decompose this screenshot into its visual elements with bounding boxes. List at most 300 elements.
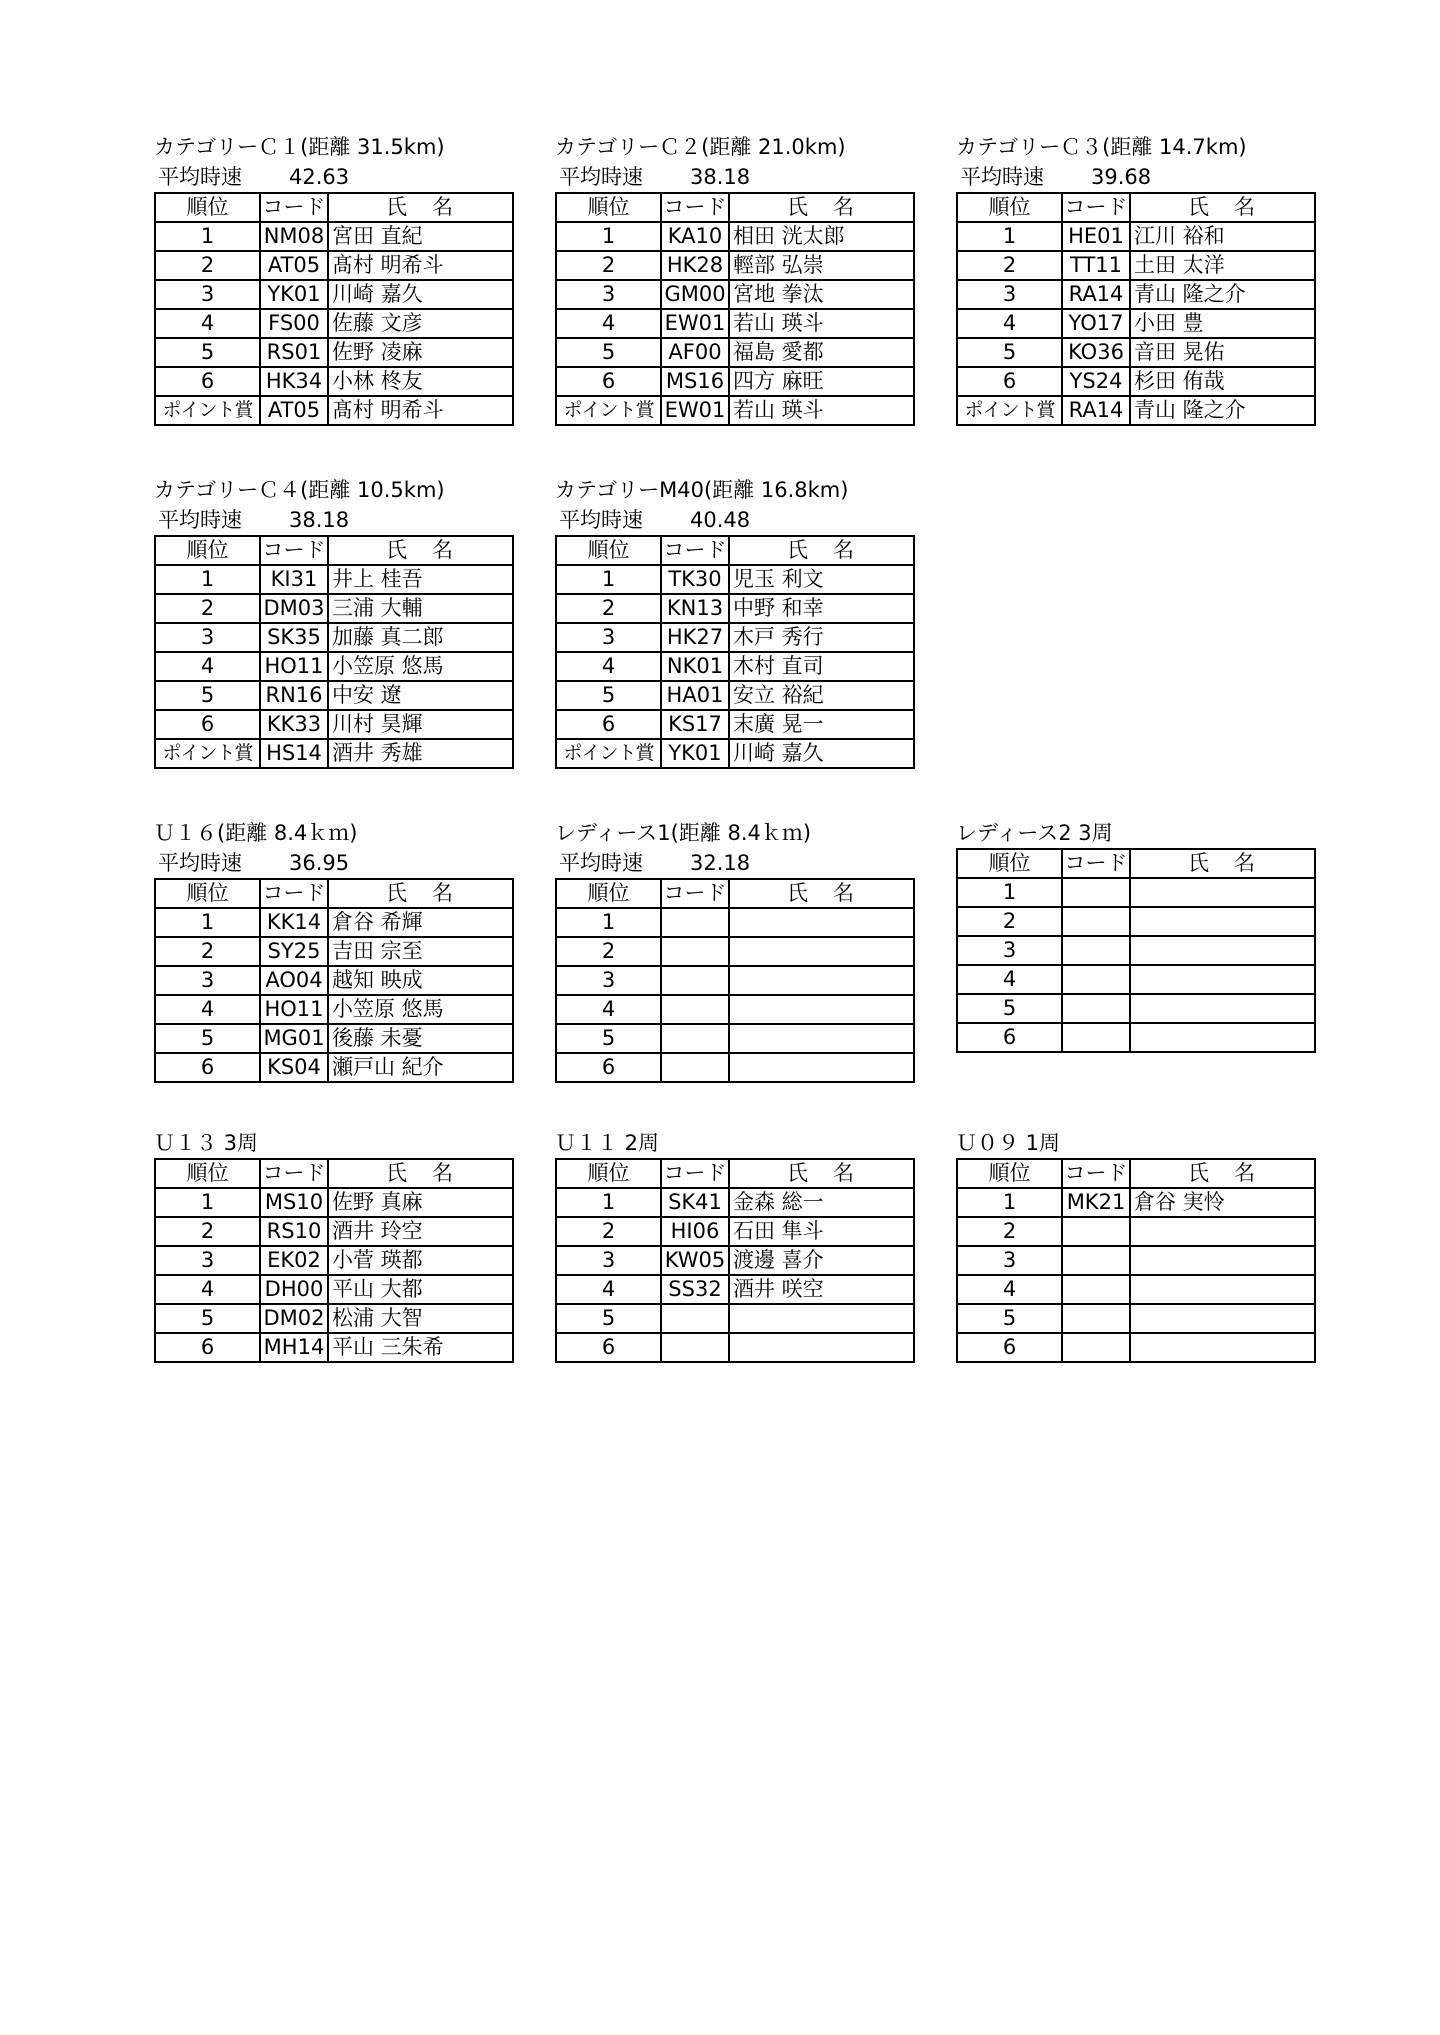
rank-header: 順位	[556, 536, 661, 565]
code-cell: GM00	[661, 280, 729, 309]
rank-cell: 4	[155, 1275, 260, 1304]
rank-cell: 3	[556, 1246, 661, 1275]
rank-cell: 4	[155, 995, 260, 1024]
table-row	[155, 908, 513, 937]
table-row	[556, 652, 914, 681]
name-cell: 末廣 晃一	[729, 710, 914, 739]
name-cell	[729, 995, 914, 1024]
name-header: 氏 名	[328, 1159, 513, 1188]
code-cell: KA10	[661, 222, 729, 251]
table-row	[155, 1053, 513, 1082]
code-cell: SY25	[260, 937, 328, 966]
average-speed-value: 32.18	[690, 851, 751, 875]
rank-cell: 1	[556, 565, 661, 594]
name-cell	[1130, 1333, 1315, 1362]
name-cell	[729, 1053, 914, 1082]
code-cell	[1062, 1023, 1130, 1052]
table-row	[957, 367, 1315, 396]
code-cell: RS10	[260, 1217, 328, 1246]
category-title: カテゴリーＣ３(距離 14.7km)	[956, 135, 1247, 159]
table-header-row	[556, 193, 914, 222]
rank-cell: 2	[556, 594, 661, 623]
rank-cell: 3	[155, 1246, 260, 1275]
table-row	[556, 739, 914, 768]
code-cell: HK34	[260, 367, 328, 396]
average-speed-value: 42.63	[289, 165, 350, 189]
table-row	[957, 222, 1315, 251]
rank-header: 順位	[556, 193, 661, 222]
rank-cell: 5	[957, 994, 1062, 1023]
table-row	[155, 1333, 513, 1362]
rank-cell: 5	[155, 1024, 260, 1053]
table-row	[155, 623, 513, 652]
code-cell	[661, 995, 729, 1024]
code-cell: MS16	[661, 367, 729, 396]
table-row	[155, 739, 513, 768]
code-header: コード	[1062, 193, 1130, 222]
average-speed-value: 40.48	[690, 508, 751, 532]
rank-cell: 6	[155, 710, 260, 739]
name-cell: 杉田 侑哉	[1130, 367, 1315, 396]
rank-header: 順位	[155, 1159, 260, 1188]
table-row	[556, 710, 914, 739]
average-speed-label: 平均時速	[158, 851, 242, 875]
name-cell: 青山 隆之介	[1130, 396, 1315, 425]
table-row	[556, 937, 914, 966]
category-title: Ｕ１６(距離 8.4ｋｍ)	[154, 821, 358, 845]
name-cell: 児玉 利文	[729, 565, 914, 594]
name-cell	[729, 966, 914, 995]
table-row	[957, 1246, 1315, 1275]
table-row	[556, 396, 914, 425]
rank-cell: 2	[556, 1217, 661, 1246]
rank-cell: ポイント賞	[556, 396, 661, 425]
code-cell: HO11	[260, 652, 328, 681]
name-cell: 酒井 玲空	[328, 1217, 513, 1246]
category-block-u13	[154, 1128, 514, 1363]
rank-cell: 3	[957, 1246, 1062, 1275]
table-row	[556, 1053, 914, 1082]
table-row	[556, 995, 914, 1024]
name-cell: 土田 太洋	[1130, 251, 1315, 280]
code-cell	[661, 937, 729, 966]
name-cell	[1130, 1246, 1315, 1275]
name-cell: 瀬戸山 紀介	[328, 1053, 513, 1082]
table-header-row	[155, 536, 513, 565]
rank-cell: 4	[957, 1275, 1062, 1304]
table-row	[155, 710, 513, 739]
rank-cell: 6	[155, 1333, 260, 1362]
category-title: Ｕ０９ 1周	[956, 1131, 1061, 1155]
table-row	[155, 280, 513, 309]
name-cell: 小林 柊友	[328, 367, 513, 396]
rank-cell: 2	[155, 594, 260, 623]
name-cell: 佐野 真麻	[328, 1188, 513, 1217]
category-title: カテゴリーＣ１(距離 31.5km)	[154, 135, 445, 159]
name-cell: 四方 麻旺	[729, 367, 914, 396]
code-header: コード	[661, 879, 729, 908]
table-row	[556, 565, 914, 594]
table-row	[155, 222, 513, 251]
code-header: コード	[1062, 1159, 1130, 1188]
name-cell	[729, 937, 914, 966]
rank-cell: 2	[957, 251, 1062, 280]
table-header-row	[155, 879, 513, 908]
name-header: 氏 名	[328, 536, 513, 565]
code-header: コード	[661, 536, 729, 565]
name-cell: 松浦 大智	[328, 1304, 513, 1333]
table-row	[957, 280, 1315, 309]
code-cell: EK02	[260, 1246, 328, 1275]
rank-header: 順位	[957, 849, 1062, 878]
code-cell: KS17	[661, 710, 729, 739]
rank-header: 順位	[957, 1159, 1062, 1188]
name-cell: 音田 晃佑	[1130, 338, 1315, 367]
table-row	[155, 1188, 513, 1217]
category-title: カテゴリーＣ２(距離 21.0km)	[555, 135, 846, 159]
rank-cell: 6	[957, 1333, 1062, 1362]
table-row	[957, 338, 1315, 367]
code-cell	[1062, 907, 1130, 936]
results-table	[956, 1158, 1316, 1363]
category-block-c1	[154, 132, 514, 426]
name-cell: 川崎 嘉久	[328, 280, 513, 309]
rank-cell: 6	[957, 367, 1062, 396]
table-row	[155, 681, 513, 710]
table-header-row	[957, 1159, 1315, 1188]
name-cell	[1130, 965, 1315, 994]
name-cell: 佐藤 文彦	[328, 309, 513, 338]
table-row	[556, 966, 914, 995]
code-cell: YO17	[1062, 309, 1130, 338]
rank-cell: 1	[155, 565, 260, 594]
category-block-l1	[555, 818, 915, 1083]
average-speed-label: 平均時速	[559, 165, 643, 189]
results-table	[154, 878, 514, 1083]
rank-cell: 6	[556, 710, 661, 739]
table-header-row	[155, 1159, 513, 1188]
name-cell: 井上 桂吾	[328, 565, 513, 594]
table-row	[957, 396, 1315, 425]
table-row	[556, 1246, 914, 1275]
name-cell: 江川 裕和	[1130, 222, 1315, 251]
results-table	[154, 192, 514, 426]
name-cell	[1130, 1275, 1315, 1304]
table-header-row	[556, 879, 914, 908]
code-cell: HK27	[661, 623, 729, 652]
average-speed-value: 38.18	[690, 165, 751, 189]
name-cell: 若山 瑛斗	[729, 309, 914, 338]
code-cell: RA14	[1062, 280, 1130, 309]
category-block-c2	[555, 132, 915, 426]
rank-cell: 6	[155, 367, 260, 396]
average-speed-label: 平均時速	[559, 851, 643, 875]
code-cell: KI31	[260, 565, 328, 594]
rank-cell: 3	[556, 280, 661, 309]
rank-cell: 3	[957, 936, 1062, 965]
rank-header: 順位	[957, 193, 1062, 222]
table-row	[155, 338, 513, 367]
table-row	[556, 594, 914, 623]
name-cell: 宮地 拳汰	[729, 280, 914, 309]
table-row	[556, 1275, 914, 1304]
table-row	[957, 907, 1315, 936]
rank-cell: 2	[556, 937, 661, 966]
category-title: Ｕ１１ 2周	[555, 1131, 660, 1155]
rank-cell: 4	[556, 652, 661, 681]
code-cell	[1062, 994, 1130, 1023]
code-cell: SK41	[661, 1188, 729, 1217]
table-row	[155, 251, 513, 280]
name-cell: 加藤 真二郎	[328, 623, 513, 652]
table-row	[556, 1188, 914, 1217]
name-header: 氏 名	[328, 193, 513, 222]
table-row	[155, 594, 513, 623]
name-cell: 倉谷 実怜	[1130, 1188, 1315, 1217]
rank-cell: ポイント賞	[155, 396, 260, 425]
code-cell: HI06	[661, 1217, 729, 1246]
code-cell: MK21	[1062, 1188, 1130, 1217]
rank-cell: 2	[155, 937, 260, 966]
table-header-row	[957, 193, 1315, 222]
results-table	[555, 878, 915, 1083]
table-row	[155, 396, 513, 425]
rank-cell: 5	[556, 338, 661, 367]
average-speed-label: 平均時速	[960, 165, 1044, 189]
rank-cell: 4	[957, 965, 1062, 994]
name-cell: 中野 和幸	[729, 594, 914, 623]
average-speed-line	[154, 162, 514, 192]
code-cell: DM02	[260, 1304, 328, 1333]
table-row	[556, 309, 914, 338]
name-header: 氏 名	[729, 1159, 914, 1188]
category-title: Ｕ１３ 3周	[154, 1131, 259, 1155]
results-table	[154, 535, 514, 769]
average-speed-label: 平均時速	[158, 508, 242, 532]
rank-cell: 3	[556, 623, 661, 652]
rank-cell: 6	[556, 367, 661, 396]
rank-cell: 4	[556, 995, 661, 1024]
name-cell: 福島 愛都	[729, 338, 914, 367]
code-cell: YK01	[260, 280, 328, 309]
code-cell: KK14	[260, 908, 328, 937]
rank-cell: ポイント賞	[957, 396, 1062, 425]
table-row	[957, 309, 1315, 338]
rank-cell: 4	[155, 652, 260, 681]
table-row	[957, 994, 1315, 1023]
rank-cell: 3	[556, 966, 661, 995]
code-cell: DH00	[260, 1275, 328, 1304]
table-row	[556, 280, 914, 309]
rank-header: 順位	[155, 879, 260, 908]
code-header: コード	[661, 193, 729, 222]
rank-cell: 3	[155, 623, 260, 652]
rank-cell: 1	[957, 222, 1062, 251]
rank-cell: 5	[155, 681, 260, 710]
code-cell	[661, 1024, 729, 1053]
average-speed-value: 36.95	[289, 851, 350, 875]
results-table	[555, 192, 915, 426]
code-cell	[661, 1304, 729, 1333]
name-cell: 若山 瑛斗	[729, 396, 914, 425]
rank-cell: 6	[556, 1333, 661, 1362]
table-row	[155, 1304, 513, 1333]
name-cell: 青山 隆之介	[1130, 280, 1315, 309]
name-cell: 川村 昊輝	[328, 710, 513, 739]
rank-cell: 5	[155, 338, 260, 367]
category-title: カテゴリーM40(距離 16.8km)	[555, 478, 849, 502]
code-cell	[1062, 878, 1130, 907]
table-row	[155, 367, 513, 396]
rank-cell: 4	[556, 1275, 661, 1304]
rank-cell: ポイント賞	[155, 739, 260, 768]
name-cell	[729, 908, 914, 937]
table-row	[155, 1024, 513, 1053]
category-title: レディース1(距離 8.4ｋｍ)	[555, 821, 812, 845]
code-cell: YK01	[661, 739, 729, 768]
code-cell: MG01	[260, 1024, 328, 1053]
table-row	[556, 681, 914, 710]
code-cell: AO04	[260, 966, 328, 995]
table-row	[957, 1217, 1315, 1246]
code-cell: SS32	[661, 1275, 729, 1304]
name-cell: 酒井 秀雄	[328, 739, 513, 768]
code-cell: HK28	[661, 251, 729, 280]
table-row	[957, 1188, 1315, 1217]
table-row	[957, 251, 1315, 280]
results-table	[555, 1158, 915, 1363]
code-cell	[1062, 1333, 1130, 1362]
code-cell: NM08	[260, 222, 328, 251]
rank-cell: 2	[556, 251, 661, 280]
category-block-c4	[154, 475, 514, 769]
table-row	[957, 878, 1315, 907]
rank-cell: 2	[957, 907, 1062, 936]
results-table	[555, 535, 915, 769]
rank-cell: 4	[957, 309, 1062, 338]
results-table	[956, 848, 1316, 1053]
rank-cell: 1	[556, 908, 661, 937]
name-cell	[729, 1304, 914, 1333]
rank-cell: 1	[556, 222, 661, 251]
code-cell: MS10	[260, 1188, 328, 1217]
name-cell: 小笠原 悠馬	[328, 995, 513, 1024]
rank-cell: 5	[957, 1304, 1062, 1333]
code-cell	[661, 966, 729, 995]
table-row	[155, 1217, 513, 1246]
code-cell: DM03	[260, 594, 328, 623]
code-cell: KS04	[260, 1053, 328, 1082]
name-cell: 後藤 未憂	[328, 1024, 513, 1053]
table-row	[155, 565, 513, 594]
code-cell: SK35	[260, 623, 328, 652]
rank-cell: 3	[155, 966, 260, 995]
code-cell: MH14	[260, 1333, 328, 1362]
rank-cell: 1	[556, 1188, 661, 1217]
code-cell: HO11	[260, 995, 328, 1024]
code-cell	[661, 1333, 729, 1362]
rank-cell: ポイント賞	[556, 739, 661, 768]
name-header: 氏 名	[1130, 193, 1315, 222]
rank-cell: 5	[556, 681, 661, 710]
name-cell: 髙村 明希斗	[328, 251, 513, 280]
table-row	[957, 1275, 1315, 1304]
name-cell: 小菅 瑛都	[328, 1246, 513, 1275]
name-cell: 石田 隼斗	[729, 1217, 914, 1246]
code-cell: AT05	[260, 396, 328, 425]
table-row	[957, 1333, 1315, 1362]
name-header: 氏 名	[1130, 1159, 1315, 1188]
results-table	[956, 192, 1316, 426]
table-row	[556, 1304, 914, 1333]
category-title: レディース2 3周	[956, 821, 1113, 845]
name-cell: 平山 大都	[328, 1275, 513, 1304]
rank-cell: 4	[155, 309, 260, 338]
category-block-m40	[555, 475, 915, 769]
name-cell	[1130, 907, 1315, 936]
average-speed-value: 39.68	[1091, 165, 1152, 189]
code-cell: HE01	[1062, 222, 1130, 251]
name-cell: 金森 総一	[729, 1188, 914, 1217]
name-cell: 渡邊 喜介	[729, 1246, 914, 1275]
code-header: コード	[1062, 849, 1130, 878]
rank-header: 順位	[556, 879, 661, 908]
name-cell: 中安 遼	[328, 681, 513, 710]
code-cell	[661, 1053, 729, 1082]
name-header: 氏 名	[729, 879, 914, 908]
code-cell	[1062, 1275, 1130, 1304]
code-cell	[1062, 936, 1130, 965]
average-speed-line	[555, 162, 915, 192]
code-cell	[1062, 965, 1130, 994]
average-speed-value: 38.18	[289, 508, 350, 532]
name-cell: 小笠原 悠馬	[328, 652, 513, 681]
table-row	[155, 966, 513, 995]
name-cell: 吉田 宗至	[328, 937, 513, 966]
table-row	[957, 1023, 1315, 1052]
rank-cell: 6	[957, 1023, 1062, 1052]
rank-cell: 2	[155, 251, 260, 280]
code-cell: EW01	[661, 309, 729, 338]
table-row	[957, 1304, 1315, 1333]
table-row	[556, 1217, 914, 1246]
table-row	[155, 309, 513, 338]
average-speed-line	[154, 505, 514, 535]
average-speed-label: 平均時速	[158, 165, 242, 189]
code-cell: KO36	[1062, 338, 1130, 367]
table-row	[556, 1333, 914, 1362]
rank-cell: 6	[556, 1053, 661, 1082]
code-header: コード	[661, 1159, 729, 1188]
table-header-row	[556, 536, 914, 565]
code-cell: AF00	[661, 338, 729, 367]
name-cell: 平山 三朱希	[328, 1333, 513, 1362]
code-cell: NK01	[661, 652, 729, 681]
name-header: 氏 名	[328, 879, 513, 908]
name-header: 氏 名	[729, 193, 914, 222]
rank-cell: 1	[155, 908, 260, 937]
name-cell	[1130, 1304, 1315, 1333]
code-cell: TK30	[661, 565, 729, 594]
name-cell: 小田 豊	[1130, 309, 1315, 338]
code-cell: RN16	[260, 681, 328, 710]
rank-cell: 2	[155, 1217, 260, 1246]
results-table	[154, 1158, 514, 1363]
name-cell: 木村 直司	[729, 652, 914, 681]
name-cell: 相田 洸太郎	[729, 222, 914, 251]
category-block-u16	[154, 818, 514, 1083]
code-cell	[1062, 1304, 1130, 1333]
